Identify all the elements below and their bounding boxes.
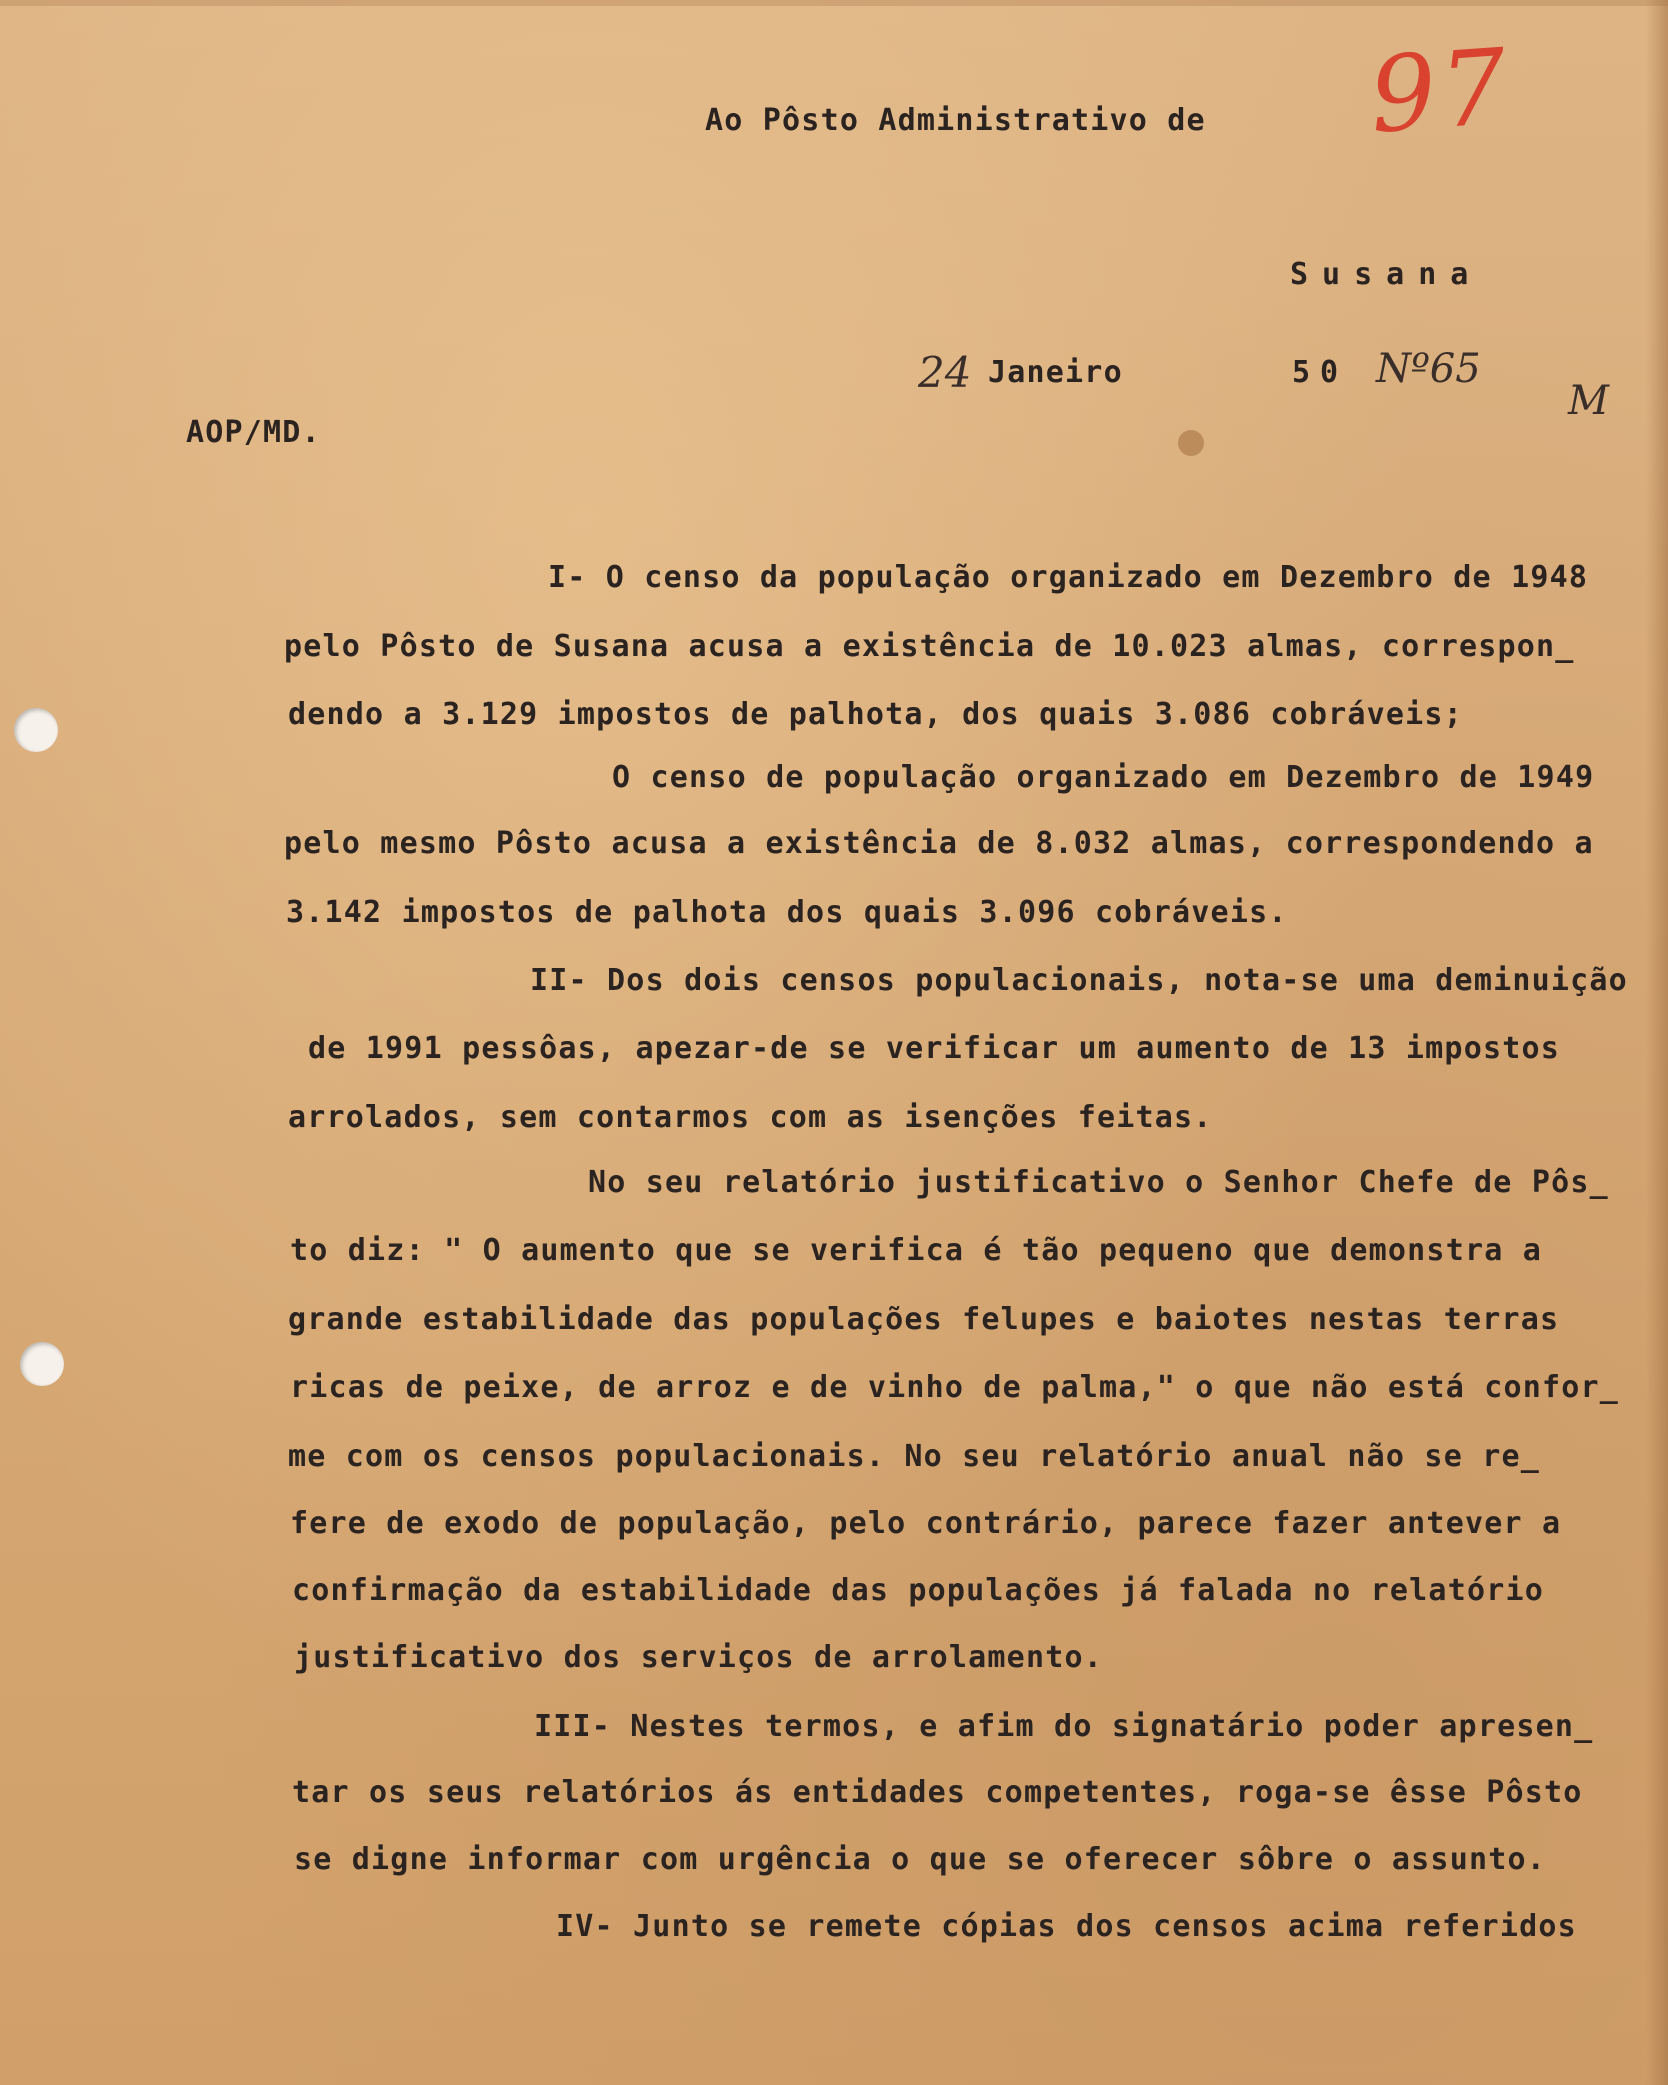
body-line: confirmação da estabilidade das populações já falada no relatório [292,1573,1544,1608]
body-line: I- O censo da população organizado em Dezembro de 1948 [548,560,1589,595]
body-line: tar os seus relatórios ás entidades competentes, roga-se êsse Pôsto [292,1775,1583,1810]
body-line: pelo Pôsto de Susana acusa a existência de 10.023 almas, correspon_ [284,629,1575,664]
body-line: me com os censos populacionais. No seu relatório anual não se re_ [288,1439,1540,1474]
body-line: No seu relatório justificativo o Senhor Chefe de Pôs_ [588,1165,1609,1200]
body-line: justificativo dos serviços de arrolamento. [294,1640,1103,1675]
body-line: IV- Junto se remete cópias dos censos acima referidos [556,1909,1577,1944]
date-year: 50 [1292,355,1349,390]
body-line: arrolados, sem contarmos com as isenções feitas. [288,1100,1213,1135]
punch-hole-bottom [20,1342,64,1386]
paper-stain [1178,430,1204,456]
handwritten-initials: M [1568,378,1609,424]
body-line: pelo mesmo Pôsto acusa a existência de 8.032 almas, correspondendo a [284,826,1594,861]
paper-top-edge [0,0,1668,6]
red-stamp-number: 97 [1365,25,1515,157]
body-line: to diz: " O aumento que se verifica é tão pequeno que demonstra a [290,1233,1542,1268]
sender-reference: AOP/MD. [186,415,321,450]
body-line: II- Dos dois censos populacionais, nota-se uma deminuição [530,963,1628,998]
paper-right-edge-shadow [1646,0,1668,2085]
punch-hole-top [14,708,58,752]
date-month: Janeiro [988,355,1123,390]
body-line: O censo de população organizado em Dezembro de 1949 [612,760,1595,795]
body-line: 3.142 impostos de palhota dos quais 3.096 cobráveis. [286,895,1288,930]
addressee-line: Ao Pôsto Administrativo de [705,103,1206,138]
place-name: Susana [1290,257,1483,292]
body-line: III- Nestes termos, e afim do signatário poder apresen_ [534,1709,1594,1744]
body-line: grande estabilidade das populações felupes e baiotes nestas terras [288,1302,1560,1337]
body-line: dendo a 3.129 impostos de palhota, dos quais 3.086 cobráveis; [288,697,1463,732]
handwritten-day: 24 [918,348,972,397]
handwritten-reference-number: Nº65 [1376,346,1481,392]
body-line: ricas de peixe, de arroz e de vinho de palma," o que não está confor_ [290,1370,1620,1405]
body-line: fere de exodo de população, pelo contrário, parece fazer antever a [290,1506,1562,1541]
body-line: de 1991 pessôas, apezar-de se verificar um aumento de 13 impostos [308,1031,1560,1066]
body-line: se digne informar com urgência o que se oferecer sôbre o assunto. [294,1842,1546,1877]
